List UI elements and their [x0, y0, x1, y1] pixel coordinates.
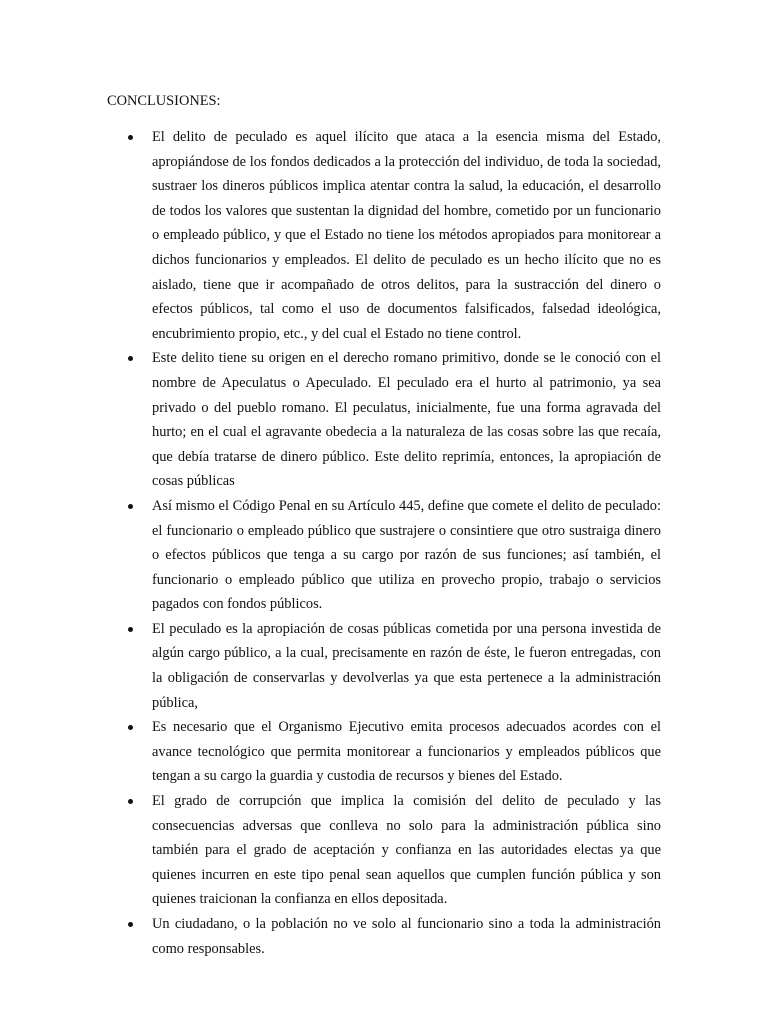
- bullet-icon: [128, 799, 133, 804]
- list-item: [106, 346, 661, 494]
- list-item-text: El peculado es la apropiación de cosas públicas cometida por una persona investida de algún cargo público, a la cual, precisamente en razón de éste, le fueron entregadas, con la obligación de conservarlas y devolverlas ya que esta pertenece a la administración pública,: [152, 620, 661, 711]
- bullet-icon: [128, 922, 133, 927]
- conclusions-list: [106, 125, 661, 961]
- bullet-icon: [128, 504, 133, 509]
- list-item: [106, 125, 661, 346]
- list-item-text: Un ciudadano, o la población no ve solo al funcionario sino a toda la administración como responsables.: [152, 916, 661, 957]
- bullet-icon: [128, 725, 133, 730]
- bullet-icon: [128, 627, 133, 632]
- bullet-icon: [128, 356, 133, 361]
- bullet-icon: [128, 135, 133, 140]
- list-item: [106, 494, 661, 617]
- list-item: [106, 789, 661, 912]
- conclusions-heading: CONCLUSIONES:: [107, 93, 221, 109]
- list-item-text: El delito de peculado es aquel ilícito que ataca a la esencia misma del Estado, apropiándose de los fondos dedicados a la protección del individuo, de toda la sociedad, sustraer los dineros públicos implica atentar contra la salud, la educación, el desarrollo de todos los valores que sustentan la dignidad del hombre, cometido por un funcionario o empleado público, y que el Estado no tiene los métodos apropiados para monitorear a dichos funcionarios y empleados. El delito de peculado es un hecho ilícito que no es aislado, tiene que ir acompañado de otros delitos, para la sustracción del dinero o efectos públicos, tal como el uso de documentos falsificados, falsedad ideológica, encubrimiento propio, etc., y del cual el Estado no tiene control.: [152, 129, 661, 342]
- list-item: [106, 715, 661, 789]
- list-item: [106, 617, 661, 715]
- list-item: [106, 912, 661, 961]
- list-item-text: Este delito tiene su origen en el derecho romano primitivo, donde se le conoció con el nombre de Apeculatus o Apeculado. El peculado era el hurto al patrimonio, ya sea privado o del pueblo romano. El peculatus, inicialmente, fue una forma agravada del hurto; en el cual el agravante obedecia a la naturaleza de las cosas sobre las que recaía, que debía tratarse de dinero público. Este delito reprimía, entonces, la apropiación de cosas públicas: [152, 350, 661, 490]
- list-item-text: Es necesario que el Organismo Ejecutivo emita procesos adecuados acordes con el avance tecnológico que permita monitorear a funcionarios y empleados públicos que tengan a su cargo la guardia y custodia de recursos y bienes del Estado.: [152, 719, 661, 785]
- list-item-text: Así mismo el Código Penal en su Artículo 445, define que comete el delito de peculado: el funcionario o empleado público que sustrajere o consintiere que otro sustraiga dinero o efectos públicos que tenga a su cargo por razón de sus funciones; así también, el funcionario o empleado público que utiliza en provecho propio, trabajo o servicios pagados con fondos públicos.: [152, 497, 661, 613]
- list-item-text: El grado de corrupción que implica la comisión del delito de peculado y las consecuencias adversas que conlleva no solo para la administración pública sino también para el grado de aceptación y confianza en las autoridades electas ya que quienes incurren en este tipo penal sean aquellos que cumplen función pública y son quienes traicionan la confianza en ellos depositada.: [152, 793, 661, 908]
